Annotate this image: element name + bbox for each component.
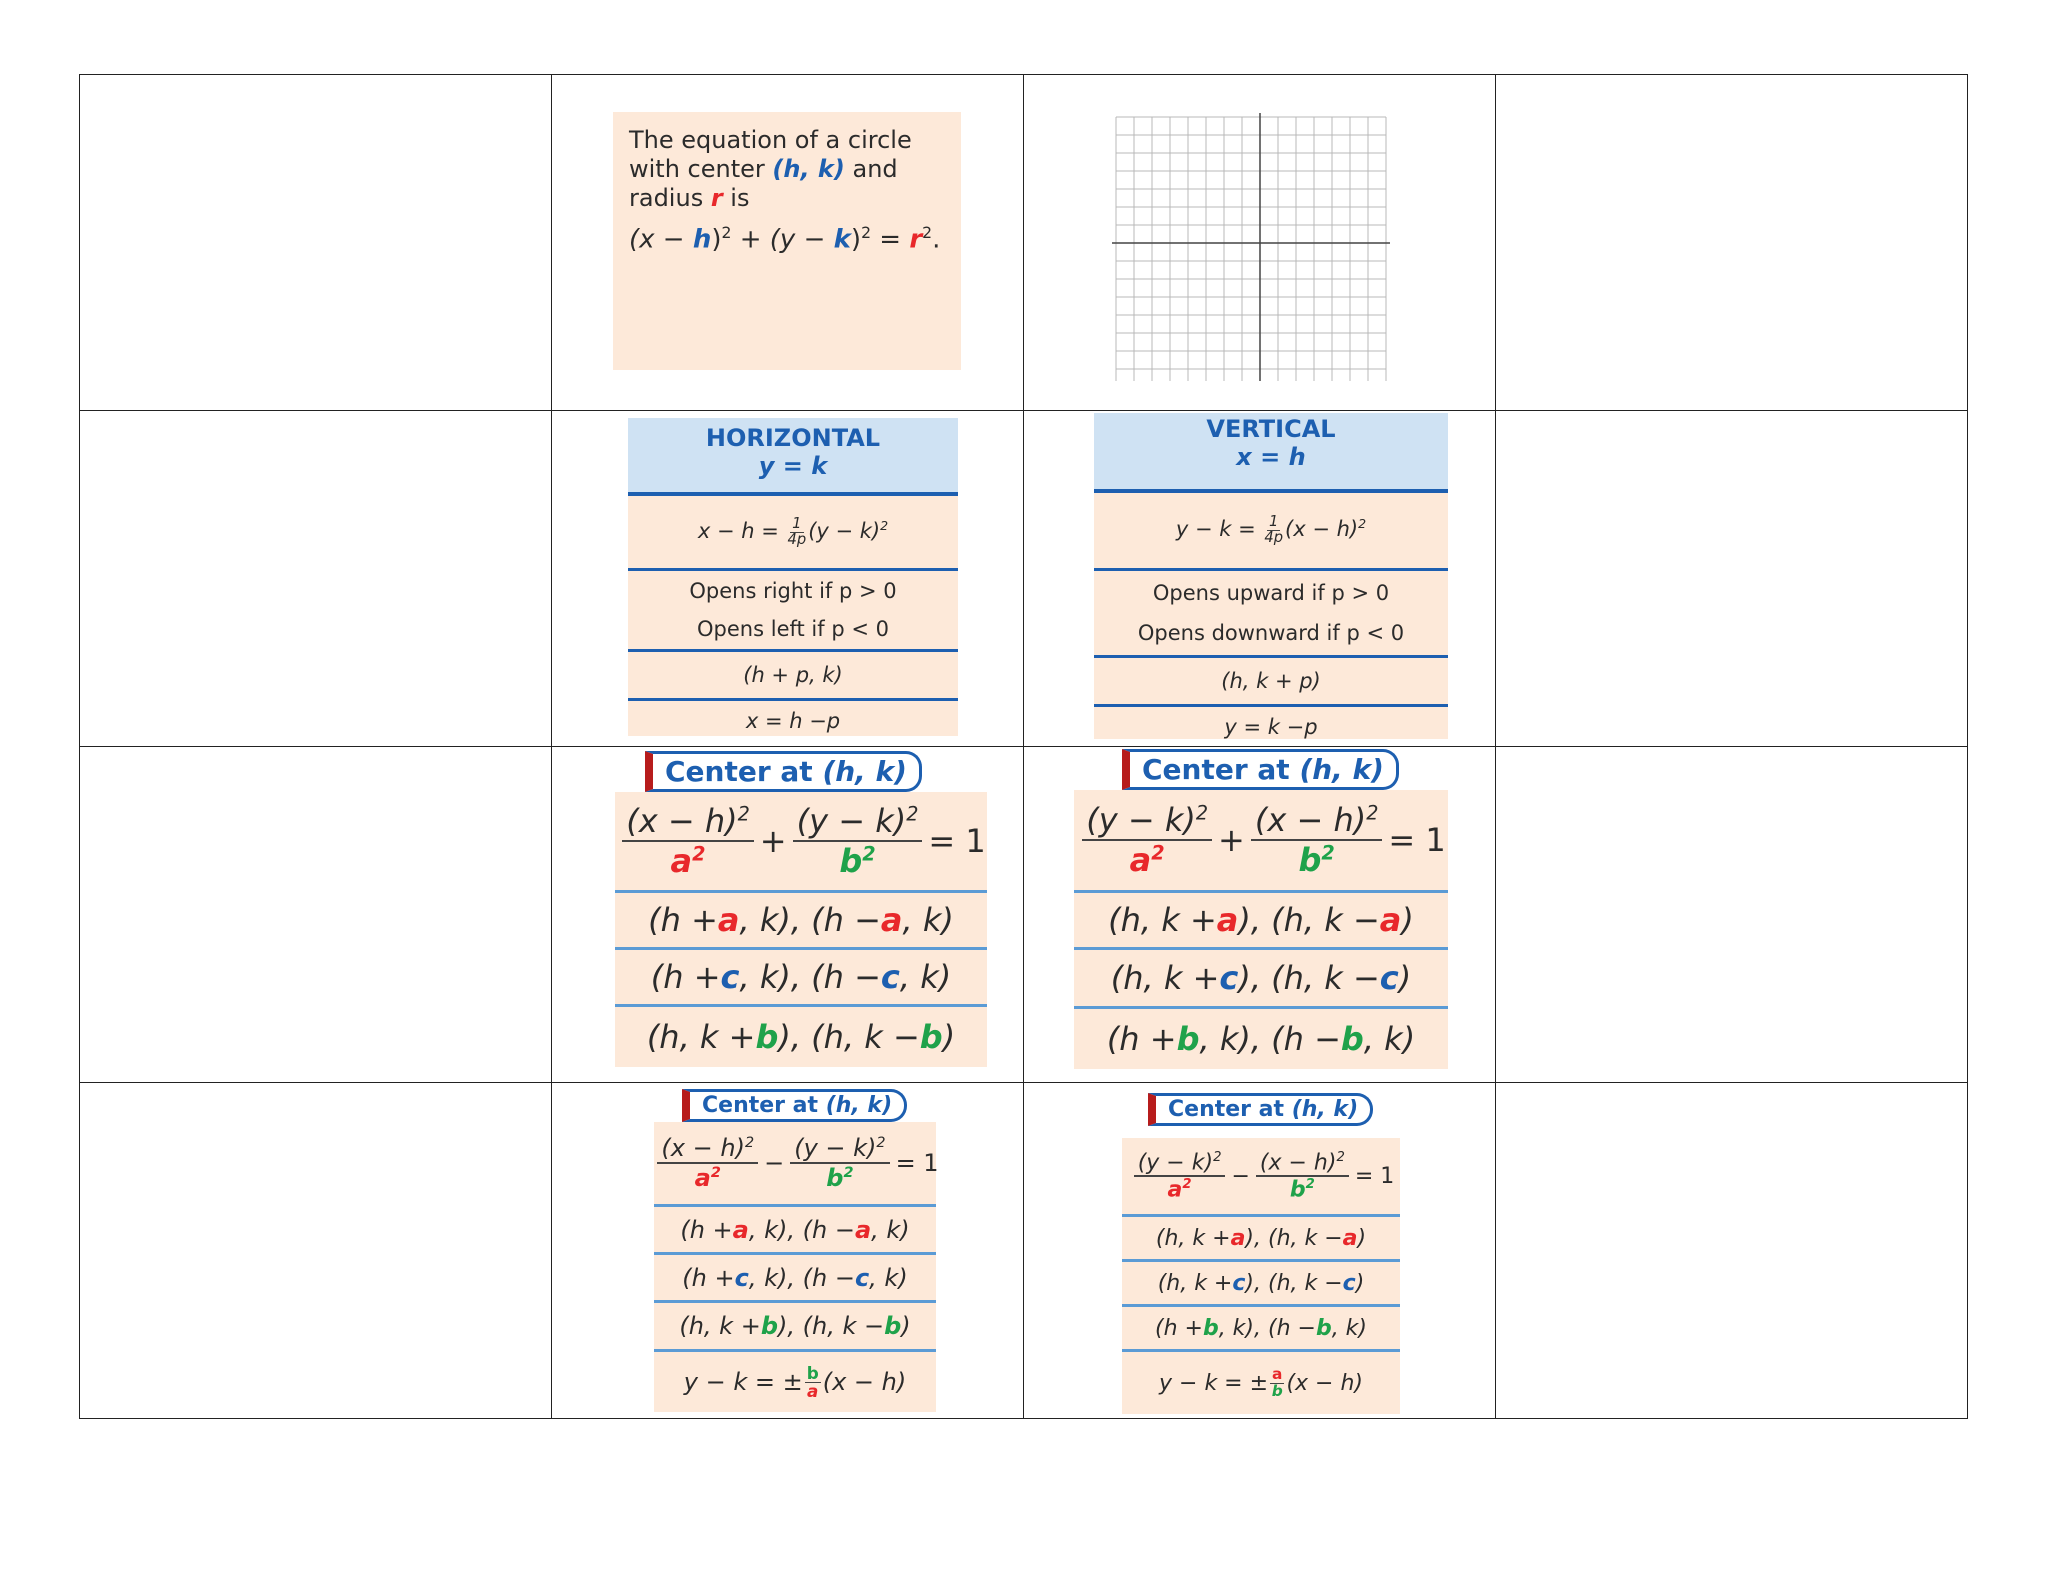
parabola-horizontal-axis: y = k	[758, 452, 828, 480]
circle-line-1: The equation of a circle	[629, 126, 912, 154]
cell-r4-c3	[1024, 1083, 1496, 1419]
parabola-vertical-header	[1094, 413, 1448, 493]
cell-r4-c1	[80, 1083, 552, 1419]
parabola-horizontal-directrix: x = h −p	[745, 709, 841, 733]
ellipse-horizontal-foci: (h + c , k), (h − c , k)	[615, 950, 987, 1007]
cell-r3-c2	[552, 747, 1024, 1083]
parabola-vertical-card	[1094, 413, 1448, 739]
ellipse-horizontal-co-vertices: (h, k + b ), (h, k − b )	[646, 1018, 956, 1056]
parabola-horizontal-opens	[628, 571, 958, 652]
ellipse-vertical-body	[1074, 790, 1448, 1069]
hyperbola-vertical-vertices: (h, k + a ), (h, k − a )	[1122, 1217, 1400, 1262]
cell-r3-c3	[1024, 747, 1496, 1083]
coordinate-grid	[1112, 113, 1404, 381]
cell-r2-c1	[80, 411, 552, 747]
ellipse-horizontal-vertices: (h + a , k), (h − a , k)	[615, 893, 987, 950]
hyperbola-vertical-foci: (h, k + c ), (h, k − c )	[1122, 1262, 1400, 1307]
ellipse-vertical-foci: (h, k + c ), (h, k − c )	[1074, 950, 1448, 1009]
hyperbola-horizontal-vertices: (h + a , k), (h − a , k)	[654, 1207, 936, 1255]
parabola-horizontal-equation: x − h = $\frac{1}{4p}$ $(y - k)^2$	[628, 496, 958, 571]
cell-r1-c3	[1024, 75, 1496, 411]
hyperbola-vertical-co-vertices: (h + b , k), (h − b , k)	[1122, 1307, 1400, 1352]
hyperbola-horizontal-equation: $\frac{(x - h)^2}{a^2}$ − $\frac{(y - k)^2}{b^2}$ = 1	[654, 1122, 936, 1207]
parabola-vertical-title: VERTICAL	[1206, 415, 1336, 443]
cell-r4-c2	[552, 1083, 1024, 1419]
parabola-horizontal-card	[628, 418, 958, 736]
circle-line-3: radius r is	[629, 184, 750, 212]
hyperbola-horizontal-foci: (h + c , k), (h − c , k)	[654, 1255, 936, 1303]
ellipse-vertical-card	[1074, 749, 1448, 1069]
cell-r2-c3	[1024, 411, 1496, 747]
hyperbola-horizontal-co-vertices: (h, k + b ), (h, k − b )	[654, 1303, 936, 1352]
hyperbola-horizontal-card	[654, 1089, 939, 1412]
hyperbola-horizontal-body	[654, 1122, 939, 1412]
cell-r2-c4	[1496, 411, 1968, 747]
parabola-horizontal-focus: (h + p, k)	[628, 652, 958, 701]
ellipse-horizontal-equation: $\frac{(x - h)^2}{a^2}$ + $\frac{(y - k)^2}{b^2}$ = 1	[615, 792, 987, 893]
hyperbola-vertical-equation: $\frac{(y - k)^2}{a^2}$ − $\frac{(x - h)^2}{b^2}$ = 1	[1122, 1138, 1400, 1217]
parabola-horizontal-opens-2: Opens left if p < 0	[697, 617, 889, 641]
cell-r2-c2	[552, 411, 1024, 747]
parabola-horizontal-opens-1: Opens right if p > 0	[689, 579, 897, 603]
ellipse-vertical-vertices: (h, k + a ), (h, k − a )	[1074, 893, 1448, 950]
ellipse-vertical-tag: Center at (h, k)	[1122, 749, 1399, 790]
hyperbola-vertical-body	[1122, 1138, 1400, 1414]
ellipse-horizontal-tag: Center at (h, k)	[645, 751, 922, 792]
circle-equation: $(x - h)^2 + (y - k)^2 = r^2$.	[629, 224, 941, 255]
parabola-horizontal-title: HORIZONTAL	[705, 424, 881, 452]
cell-r4-c4	[1496, 1083, 1968, 1419]
ellipse-horizontal-card	[615, 751, 987, 1067]
hyperbola-horizontal-asymptotes: y − k = ± $\frac{b}{a}$ (x − h)	[683, 1362, 907, 1401]
cell-r1-c1	[80, 75, 552, 411]
cell-r3-c4	[1496, 747, 1968, 1083]
cell-r1-c2	[552, 75, 1024, 411]
circle-line-2: with center (h, k) and	[629, 155, 898, 183]
parabola-vertical-opens-2: Opens downward if p < 0	[1137, 621, 1405, 645]
ellipse-vertical-equation: $\frac{(y - k)^2}{a^2}$ + $\frac{(x - h)^2}{b^2}$ = 1	[1074, 790, 1448, 893]
cell-r1-c4	[1496, 75, 1968, 411]
hyperbola-vertical-tag: Center at (h, k)	[1148, 1093, 1373, 1126]
conic-sections-table	[79, 74, 1968, 1419]
hyperbola-vertical-asymptotes: y − k = ± $\frac{a}{b}$ (x − h)	[1159, 1365, 1363, 1400]
parabola-vertical-directrix: y = k −p	[1224, 715, 1318, 739]
hyperbola-vertical-card	[1122, 1093, 1400, 1414]
parabola-vertical-focus: (h, k + p)	[1094, 658, 1448, 707]
circle-equation-card	[613, 112, 961, 370]
parabola-vertical-opens	[1094, 571, 1448, 658]
cell-r3-c1	[80, 747, 552, 1083]
ellipse-horizontal-body	[615, 792, 987, 1067]
parabola-vertical-axis: x = h	[1236, 443, 1306, 471]
hyperbola-horizontal-tag: Center at (h, k)	[682, 1089, 907, 1122]
ellipse-vertical-co-vertices: (h + b , k), (h − b , k)	[1106, 1020, 1416, 1058]
parabola-vertical-equation: y − k = $\frac{1}{4p}$ $(x - h)^2$	[1094, 493, 1448, 571]
parabola-vertical-opens-1: Opens upward if p > 0	[1152, 581, 1390, 605]
parabola-horizontal-header	[628, 418, 958, 496]
